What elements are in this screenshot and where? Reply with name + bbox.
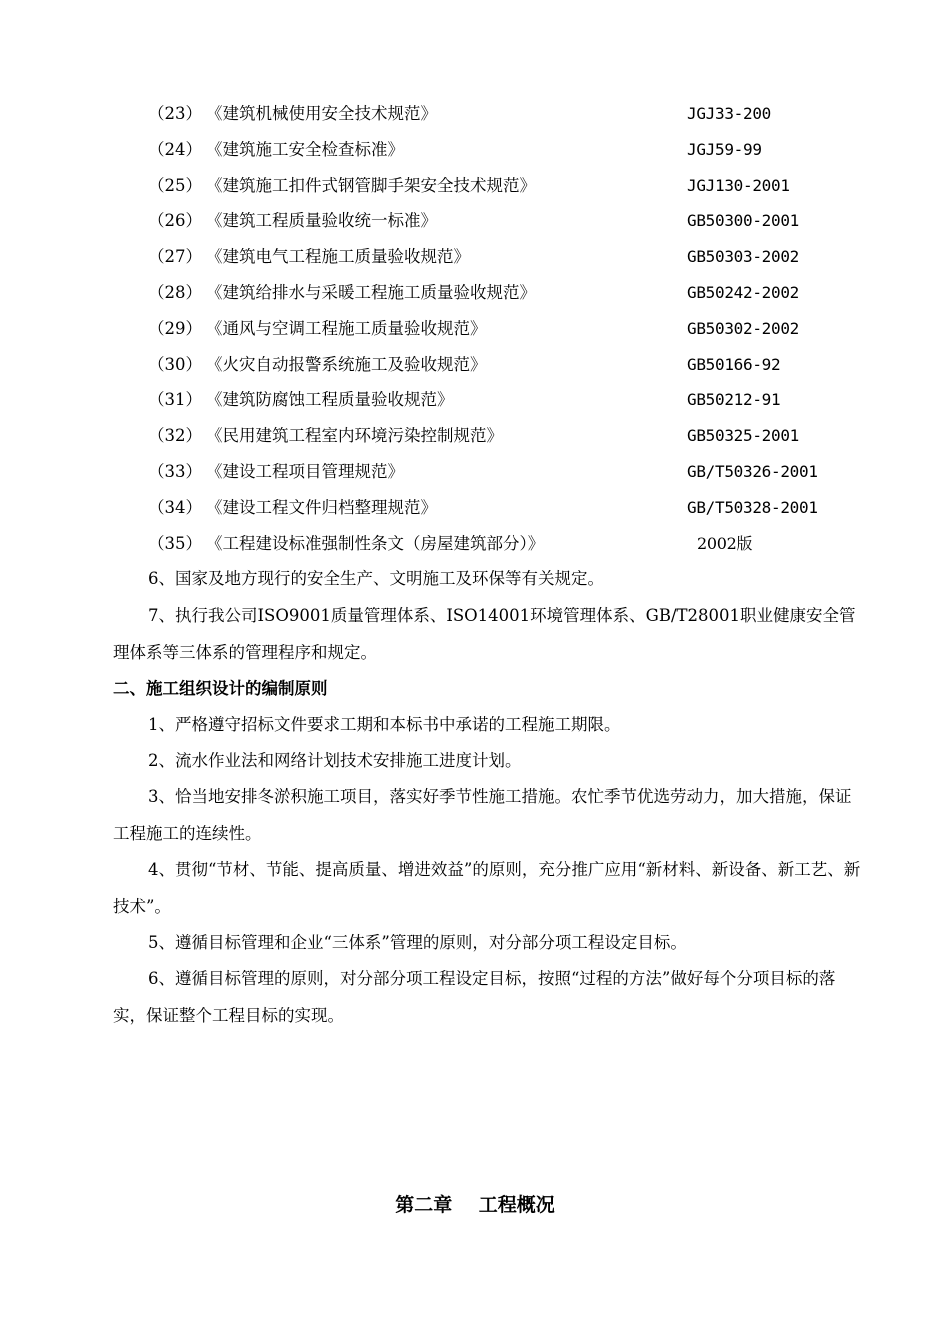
principle-paragraph [113, 924, 861, 961]
standard-code: GB50212-91 [687, 390, 781, 410]
standard-title: 《建设工程文件归档整理规范》 [206, 497, 437, 517]
standard-title: 《建筑施工安全检查标准》 [206, 139, 404, 159]
standard-number: （34） [148, 497, 202, 517]
standard-item [148, 311, 868, 347]
principle-paragraph [113, 960, 861, 1034]
standard-title: 《通风与空调工程施工质量验收规范》 [206, 318, 487, 338]
standard-item [148, 168, 868, 204]
standard-code: GB/T50326-2001 [687, 461, 818, 481]
standard-item [148, 96, 868, 132]
standard-number: （31） [148, 390, 202, 410]
standard-item [148, 418, 868, 454]
principle-paragraph [113, 851, 861, 925]
standard-item [148, 382, 868, 418]
standard-code: GB50302-2002 [687, 318, 799, 338]
standard-code: JGJ130-2001 [687, 175, 790, 195]
standard-item [148, 275, 868, 311]
standard-code: JGJ59-99 [687, 139, 762, 159]
standard-code: GB50325-2001 [687, 426, 799, 446]
standard-title: 《建筑防腐蚀工程质量验收规范》 [206, 390, 454, 410]
standard-item [148, 454, 868, 490]
standard-title: 《建筑给排水与采暖工程施工质量验收规范》 [206, 282, 536, 302]
standard-number: （25） [148, 175, 202, 195]
standard-number: （30） [148, 354, 202, 374]
paragraph-text: 5、遵循目标管理和企业“三体系”管理的原则，对分部分项工程设定目标。 [148, 933, 687, 952]
standard-title: 《火灾自动报警系统施工及验收规范》 [206, 354, 487, 374]
principle-paragraph [113, 778, 861, 852]
regulation-paragraph-6 [113, 560, 861, 597]
standard-number: （29） [148, 318, 202, 338]
standard-item [148, 132, 868, 168]
principle-paragraph [113, 742, 861, 779]
standard-title: 《建筑施工扣件式钢管脚手架安全技术规范》 [206, 175, 536, 195]
chapter-title [0, 1190, 950, 1217]
standard-code: JGJ33-200 [687, 104, 771, 123]
standard-number: （35） [148, 533, 202, 553]
standards-list [148, 96, 868, 561]
standard-number: （24） [148, 139, 202, 159]
standard-item [148, 239, 868, 275]
standard-number: （32） [148, 426, 202, 446]
standard-title: 《建筑工程质量验收统一标准》 [206, 211, 437, 231]
paragraph-text: 6、国家及地方现行的安全生产、文明施工及环保等有关规定。 [148, 569, 604, 588]
paragraph-text: 1、严格遵守招标文件要求工期和本标书中承诺的工程施工期限。 [148, 715, 621, 734]
paragraph-text: 4、贯彻“节材、节能、提高质量、增进效益”的原则，充分推广应用“新材料、新设备、新工艺、新技术”。 [113, 860, 861, 916]
standard-code: GB50166-92 [687, 354, 781, 374]
standard-number: （27） [148, 247, 202, 267]
standard-title: 《建设工程项目管理规范》 [206, 461, 404, 481]
standard-number: （26） [148, 211, 202, 231]
standard-number: （23） [148, 104, 202, 123]
standard-code: GB/T50328-2001 [687, 497, 818, 517]
principle-paragraph [113, 706, 861, 743]
standard-title: 《建筑机械使用安全技术规范》 [206, 104, 437, 123]
paragraph-text: 2、流水作业法和网络计划技术安排施工进度计划。 [148, 751, 522, 770]
standard-item [148, 203, 868, 239]
standard-code: GB50300-2001 [687, 211, 799, 231]
standard-number: （28） [148, 282, 202, 302]
standard-code: GB50242-2002 [687, 282, 799, 302]
paragraph-text: 3、恰当地安排冬淤积施工项目，落实好季节性施工措施。农忙季节优选劳动力，加大措施，保证工程施工的连续性。 [113, 787, 852, 843]
chapter-title-text: 第二章 工程概况 [395, 1194, 555, 1216]
regulation-paragraph-7 [113, 597, 861, 671]
standard-item [148, 347, 868, 383]
standard-title: 《民用建筑工程室内环境污染控制规范》 [206, 426, 503, 446]
standard-number: （33） [148, 461, 202, 481]
paragraph-text: 7、执行我公司ISO9001质量管理体系、ISO14001环境管理体系、GB/T28001职业健康安全管理体系等三体系的管理程序和规定。 [113, 606, 856, 662]
paragraph-text: 6、遵循目标管理的原则，对分部分项工程设定目标，按照“过程的方法”做好每个分项目标的落实，保证整个工程目标的实现。 [113, 969, 836, 1025]
standard-code: 2002版 [697, 533, 753, 553]
standard-item [148, 490, 868, 526]
standard-item [148, 526, 868, 562]
standard-title: 《建筑电气工程施工质量验收规范》 [206, 247, 470, 267]
standard-code: GB50303-2002 [687, 247, 799, 267]
section-heading: 二、施工组织设计的编制原则 [113, 679, 328, 698]
standard-title: 《工程建设标准强制性条文（房屋建筑部分）》 [206, 533, 545, 553]
